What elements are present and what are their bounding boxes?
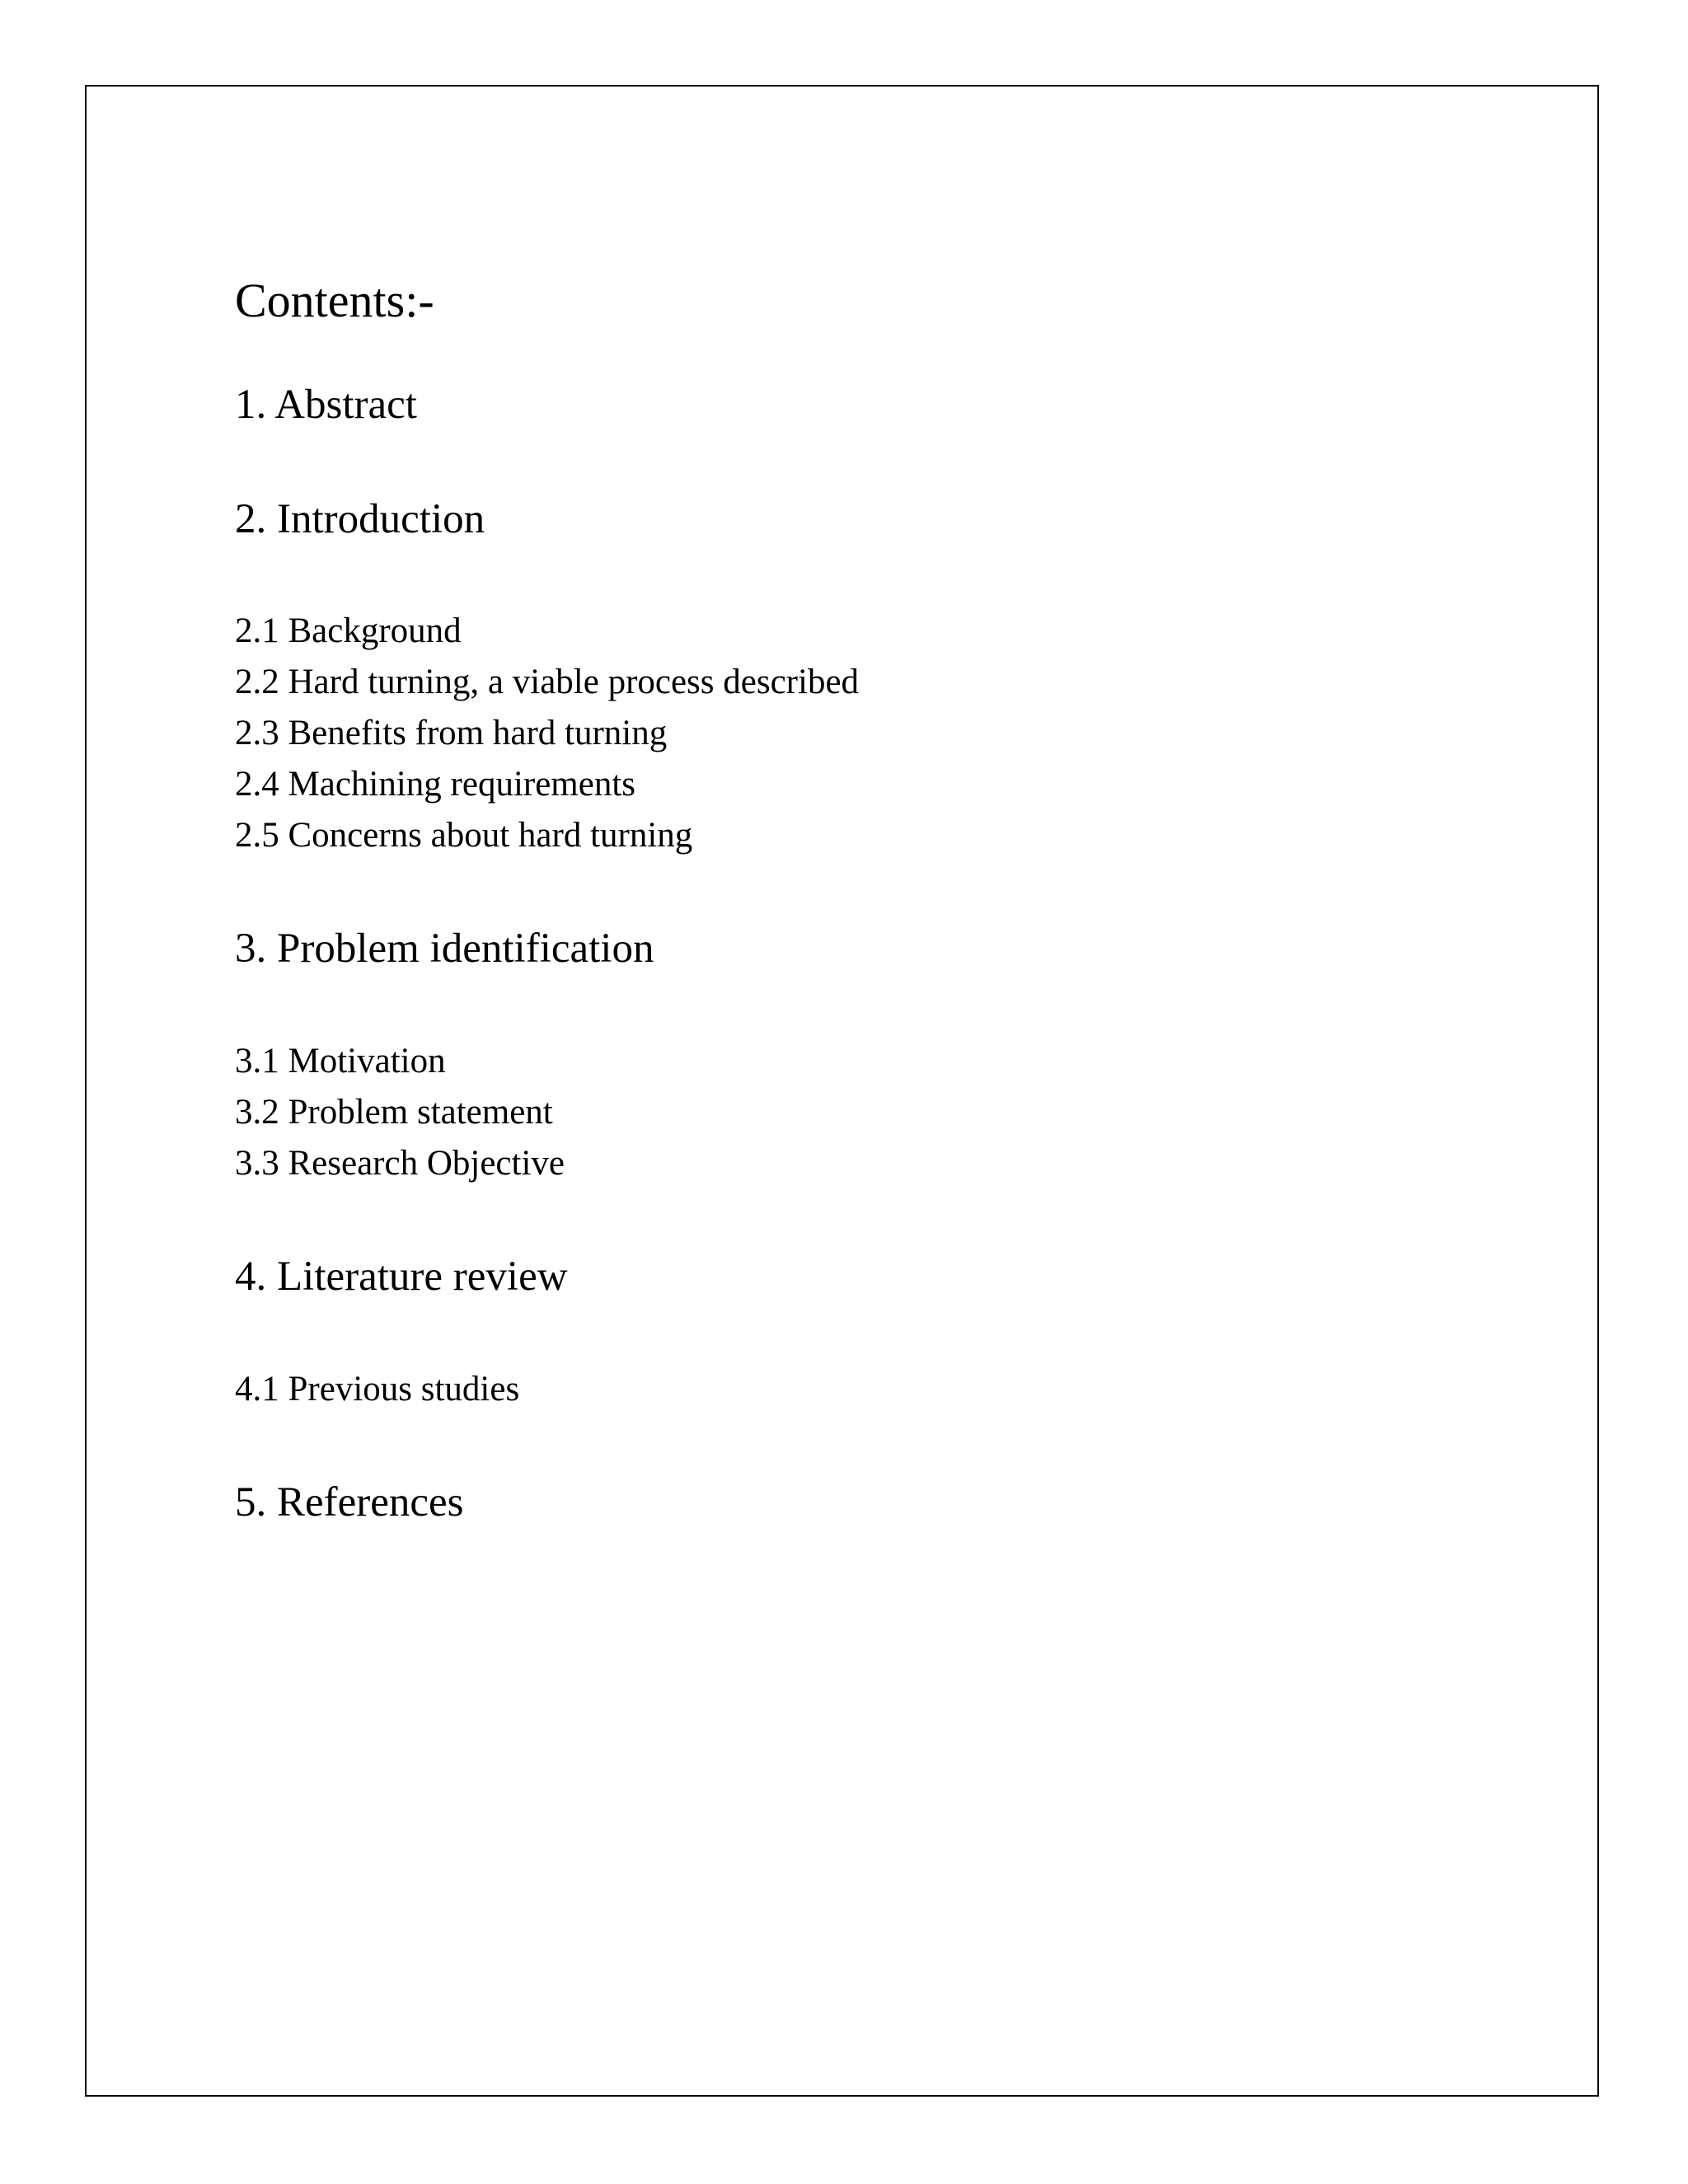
contents-heading: Contents:- [235,274,434,327]
toc-subsection-problem-statement: 3.2 Problem statement [235,1093,553,1132]
toc-subsection-benefits: 2.3 Benefits from hard turning [235,714,668,752]
toc-section-abstract: 1. Abstract [235,382,417,428]
toc-subsection-previous-studies: 4.1 Previous studies [235,1370,520,1408]
toc-subsection-motivation: 3.1 Motivation [235,1042,446,1080]
toc-section-problem-identification: 3. Problem identification [235,926,654,972]
toc-subsection-hard-turning-process: 2.2 Hard turning, a viable process described [235,663,860,701]
toc-subsection-background: 2.1 Background [235,612,462,650]
toc-subsection-research-objective: 3.3 Research Objective [235,1144,565,1183]
toc-section-introduction: 2. Introduction [235,496,485,542]
toc-section-literature-review: 4. Literature review [235,1254,568,1300]
toc-section-references: 5. References [235,1479,464,1526]
toc-subsection-machining-requirements: 2.4 Machining requirements [235,765,636,804]
toc-subsection-concerns: 2.5 Concerns about hard turning [235,816,693,855]
